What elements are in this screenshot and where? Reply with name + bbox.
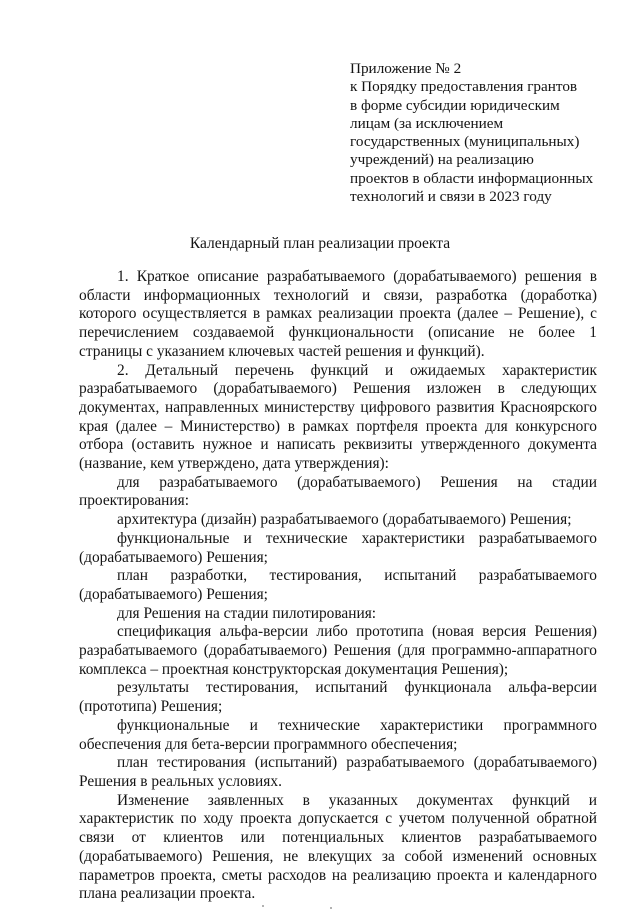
list-item: спецификация альфа-версии либо прототипа (новая версия Решения) разрабатываемого (дорабатываемого) Решения (для программно-аппаратного комплекса – проектная конструкторская документация Решения); (79, 623, 597, 678)
document-body (79, 268, 597, 904)
list-item: план разработки, тестирования, испытаний разрабатываемого (дорабатываемого) Решения; (79, 567, 597, 603)
paragraph-1: 1. Краткое описание разрабатываемого (дорабатываемого) решения в области информационных технологий и связи, разработка (доработка) которого осуществляется в рамках реализации проекта (далее – Решение), с перечислением создаваемой функциональности (описание не более 1 страницы с указанием ключевых частей решения и функций). (79, 268, 597, 360)
list-item: функциональные и технические характеристики программного обеспечения для бета-версии программного обеспечения; (79, 716, 597, 753)
list-item: архитектура (дизайн) разрабатываемого (дорабатываемого) Решения; (117, 511, 572, 529)
annex-line: учреждений) на реализацию (350, 151, 534, 169)
annex-line: к Порядку предоставления грантов (350, 78, 578, 96)
annex-line: в форме субсидии юридическим (350, 96, 560, 114)
annex-line: проектов в области информационных (350, 169, 594, 187)
list-item: план тестирования (испытаний) разрабатываемого (дорабатываемого) Решения в реальных условиях. (79, 754, 597, 790)
document-title: Календарный план реализации проекта (189, 235, 451, 252)
scan-speck (330, 907, 332, 909)
pilot-stage-heading: для Решения на стадии пилотирования: (117, 604, 377, 622)
scan-speck (262, 905, 264, 907)
list-item: функциональные и технические характеристики разрабатываемого (дорабатываемого) Решения; (79, 529, 597, 566)
annex-line: лицам (за исключением (350, 114, 504, 132)
list-item: результаты тестирования, испытаний функционала альфа-версии (прототипа) Решения; (79, 679, 597, 716)
changes-paragraph: Изменение заявленных в указанных документах функций и характеристик по ходу проекта допускается с учетом полученной обратной связи от клиентов или потенциальных клиентов разрабатываемого (дорабатываемого) Решения, не влекущих за собой изменений основных параметров проекта, сметы расходов на реализацию проекта и календарного плана реализации проекта. (79, 791, 597, 903)
design-stage-heading: для разрабатываемого (дорабатываемого) Решения на стадии проектирования: (79, 473, 597, 510)
paragraph-2: 2. Детальный перечень функций и ожидаемых характеристик разрабатываемого (дорабатываемого) Решения изложен в следующих документах, направленных министерству цифрового развития Красноярского края (далее – Министерство) в рамках портфеля проекта для конкурсного отбора (оставить нужное и написать реквизиты утвержденного документа (название, кем утверждено, дата утверждения): (79, 361, 597, 473)
annex-line: Приложение № 2 (350, 60, 462, 77)
annex-header (350, 60, 610, 206)
annex-line: технологий и связи в 2023 году (350, 188, 552, 206)
annex-line: государственных (муниципальных) (350, 133, 580, 151)
